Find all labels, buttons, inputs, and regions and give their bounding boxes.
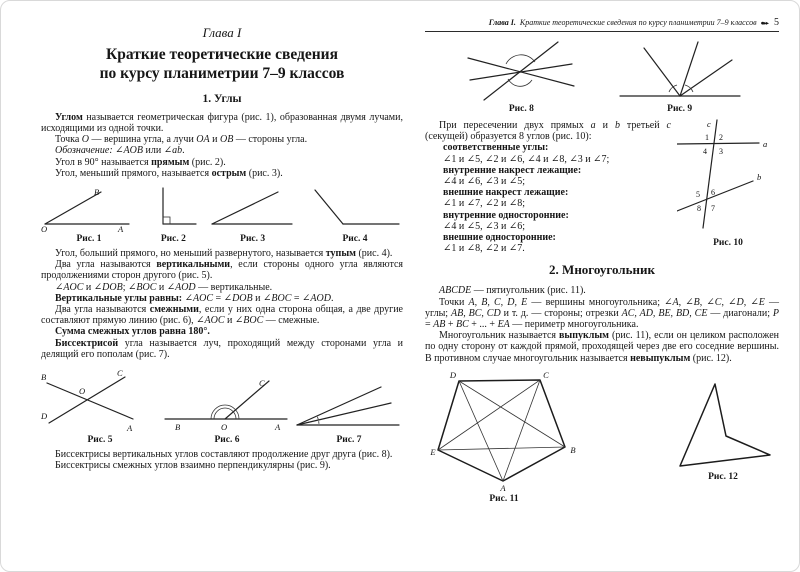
title-line-1: Краткие теоретические сведения bbox=[106, 46, 338, 63]
figure-10-caption: Рис. 10 bbox=[713, 238, 743, 248]
figure-6 bbox=[163, 377, 291, 445]
figure-11-drawing bbox=[429, 370, 579, 492]
fig10-angle-8: 8 bbox=[697, 204, 701, 213]
paragraph: Сумма смежных углов равна 180°. bbox=[55, 326, 210, 338]
angle-group-heading: внешние накрест лежащие: bbox=[443, 187, 569, 199]
figure-6-drawing bbox=[163, 377, 291, 433]
figure-5-caption: Рис. 5 bbox=[87, 435, 113, 446]
figure-4 bbox=[307, 186, 403, 244]
section-heading-angles: 1. Углы bbox=[202, 92, 242, 105]
fig11-label-a: A bbox=[500, 482, 506, 492]
fig10-angle-2: 2 bbox=[719, 133, 723, 142]
section-heading-polygon: 2. Многоугольник bbox=[549, 262, 655, 278]
fig6-label-o: O bbox=[221, 422, 228, 433]
angle-group-pairs: ∠1 и ∠5, ∠2 и ∠6, ∠4 и ∠8, ∠3 и ∠7; bbox=[443, 153, 610, 165]
left-page bbox=[41, 25, 403, 471]
angle-group-heading: внешние односторонние: bbox=[443, 232, 556, 244]
fig10-angle-6: 6 bbox=[711, 188, 715, 197]
page-number: 5 bbox=[774, 17, 779, 28]
angle-group-pairs: ∠4 и ∠6, ∠3 и ∠5; bbox=[443, 176, 525, 188]
figure-1-caption: Рис. 1 bbox=[76, 234, 102, 245]
fig1-label-b: B bbox=[94, 187, 100, 198]
figure-1-drawing bbox=[41, 186, 137, 232]
paragraph: Биссектрисы смежных углов взаимно перпендикулярны (рис. 9). bbox=[55, 460, 331, 472]
page-title bbox=[41, 46, 403, 84]
angle-group-pairs: ∠1 и ∠8, ∠2 и ∠7. bbox=[443, 243, 525, 255]
fig11-label-c: C bbox=[543, 369, 549, 380]
fig5-label-d: D bbox=[41, 411, 48, 422]
fig10-angle-1: 1 bbox=[705, 133, 709, 142]
paragraph: Обозначение: ∠AOB или ∠ab. bbox=[55, 145, 185, 157]
paragraph: Точки A, B, C, D, E — вершины многоугольника; ∠A, ∠B, ∠C, ∠D, ∠E — углы; AB, BC, CD и т. д. — стороны; отрезки AC, AD, BE, BD, CE — диагонали; P = AB + BC + ... + EA — периметр многоугольника. bbox=[425, 296, 780, 331]
paragraph: Углом называется геометрическая фигура (рис. 1), образованная двумя лучами, исходящими из одной точки. bbox=[41, 111, 403, 135]
running-head bbox=[425, 17, 779, 32]
figures-row-11-12 bbox=[425, 370, 779, 504]
fig10-angle-7: 7 bbox=[711, 204, 715, 213]
angle-group-pairs: ∠1 и ∠7, ∠2 и ∠8; bbox=[443, 198, 525, 210]
fig6-label-a: A bbox=[275, 422, 281, 433]
paragraph: Угол, меньший прямого, называется острым (рис. 3). bbox=[55, 167, 283, 179]
figure-8-drawing bbox=[462, 38, 580, 102]
figures-row-1-4 bbox=[41, 186, 403, 244]
figures-row-8-9 bbox=[425, 38, 779, 114]
figure-11 bbox=[429, 370, 579, 504]
fig5-label-o: O bbox=[79, 386, 86, 397]
transversal-section bbox=[425, 120, 779, 254]
running-head-title: Краткие теоретические сведения по курсу планиметрии 7–9 классов bbox=[519, 18, 757, 27]
angle-group-heading: внутренние односторонние: bbox=[443, 209, 569, 221]
fig1-label-a: A bbox=[118, 224, 124, 233]
fig10-label-c: c bbox=[707, 119, 711, 129]
figure-11-caption: Рис. 11 bbox=[489, 493, 519, 504]
fig10-label-b: b bbox=[757, 172, 762, 182]
fig10-angle-4: 4 bbox=[703, 147, 707, 156]
figure-2 bbox=[148, 186, 198, 244]
figure-7-drawing bbox=[295, 383, 403, 433]
figure-9 bbox=[618, 40, 742, 114]
figure-8 bbox=[462, 38, 580, 114]
figure-4-caption: Рис. 4 bbox=[342, 234, 368, 245]
figure-8-caption: Рис. 8 bbox=[508, 104, 534, 114]
running-head-separator-icon: ●▸▸ bbox=[760, 20, 768, 27]
fig11-label-b: B bbox=[570, 444, 576, 455]
figure-3-caption: Рис. 3 bbox=[240, 234, 266, 245]
angle-group-pairs: ∠4 и ∠5, ∠3 и ∠6; bbox=[443, 220, 525, 232]
fig5-label-a: A bbox=[127, 423, 133, 434]
paragraph: Угол, больший прямого, но меньший развернутого, называется тупым (рис. 4). bbox=[55, 248, 393, 260]
figure-4-drawing bbox=[307, 186, 403, 232]
figure-2-drawing bbox=[148, 186, 198, 232]
figure-7 bbox=[295, 383, 403, 445]
paragraph: При пересечении двух прямых a и b третьей c (секущей) образуется 8 углов (рис. 10): bbox=[425, 120, 671, 143]
figure-3 bbox=[210, 186, 296, 244]
fig10-angle-3: 3 bbox=[719, 147, 723, 156]
paragraph: Точка O — вершина угла, а лучи OA и OB — стороны угла. bbox=[55, 134, 308, 146]
fig5-label-c: C bbox=[117, 368, 123, 379]
angle-group-heading: соответственные углы: bbox=[443, 142, 549, 154]
paragraph: Многоугольник называется выпуклым (рис. 11), если он целиком расположен по одну сторону от каждой прямой, проходящей через две его соседние вершины. В противном случае многоугольник называется невыпуклым (рис. 12). bbox=[425, 330, 779, 364]
figures-row-5-7 bbox=[41, 367, 403, 445]
figure-12-drawing bbox=[671, 378, 775, 470]
angle-group-heading: внутренние накрест лежащие: bbox=[443, 164, 582, 176]
figure-12 bbox=[671, 378, 775, 482]
figure-6-caption: Рис. 6 bbox=[214, 435, 240, 446]
paragraph: Биссектрисой угла называется луч, проходящий между сторонами угла и делящий его пополам (рис. 7). bbox=[41, 337, 403, 360]
fig11-label-d: D bbox=[449, 369, 457, 380]
paragraph: Угол в 90° называется прямым (рис. 2). bbox=[55, 156, 226, 168]
figure-5 bbox=[41, 367, 159, 445]
figure-9-drawing bbox=[618, 40, 742, 102]
running-head-chapter: Глава I. bbox=[488, 18, 516, 27]
figure-9-caption: Рис. 9 bbox=[667, 104, 693, 114]
figure-10-drawing bbox=[677, 118, 779, 236]
right-angle-marker bbox=[163, 217, 170, 224]
paragraph: Два угла называются вертикальными, если стороны одного угла являются продолжениями сторон другого (рис. 5). bbox=[41, 259, 404, 282]
paragraph: ∠AOC и ∠DOB; ∠BOC и ∠AOD — вертикальные. bbox=[55, 281, 273, 293]
paragraph: Биссектрисы вертикальных углов составляют продолжение друг друга (рис. 8). bbox=[55, 449, 393, 461]
figure-3-drawing bbox=[210, 186, 296, 232]
fig6-label-b: B bbox=[175, 422, 181, 433]
fig1-label-o: O bbox=[41, 224, 48, 233]
chapter-heading: Глава I bbox=[202, 25, 242, 40]
fig5-label-b: B bbox=[41, 372, 47, 383]
figure-12-caption: Рис. 12 bbox=[708, 471, 738, 482]
paragraph: ABCDE — пятиугольник (рис. 11). bbox=[439, 285, 586, 297]
figure-7-caption: Рис. 7 bbox=[336, 435, 362, 446]
right-page bbox=[425, 17, 779, 504]
fig6-label-c: C bbox=[259, 378, 265, 389]
title-line-2: по курсу планиметрии 7–9 классов bbox=[99, 64, 345, 82]
fig10-angle-5: 5 bbox=[696, 190, 700, 199]
figure-10 bbox=[677, 118, 779, 248]
fig10-label-a: a bbox=[763, 139, 768, 149]
figure-5-drawing bbox=[41, 367, 159, 433]
paragraph: Два угла называются смежными, если у них одна сторона общая, а две другие составляют прямую линию (рис. 6), ∠AOC и ∠BOC — смежные. bbox=[41, 304, 403, 327]
paragraph: Вертикальные углы равны: ∠AOC = ∠DOB и ∠BOC = ∠AOD. bbox=[55, 292, 334, 304]
fig11-label-e: E bbox=[430, 446, 436, 457]
figure-2-caption: Рис. 2 bbox=[160, 234, 186, 245]
figure-1 bbox=[41, 186, 137, 244]
